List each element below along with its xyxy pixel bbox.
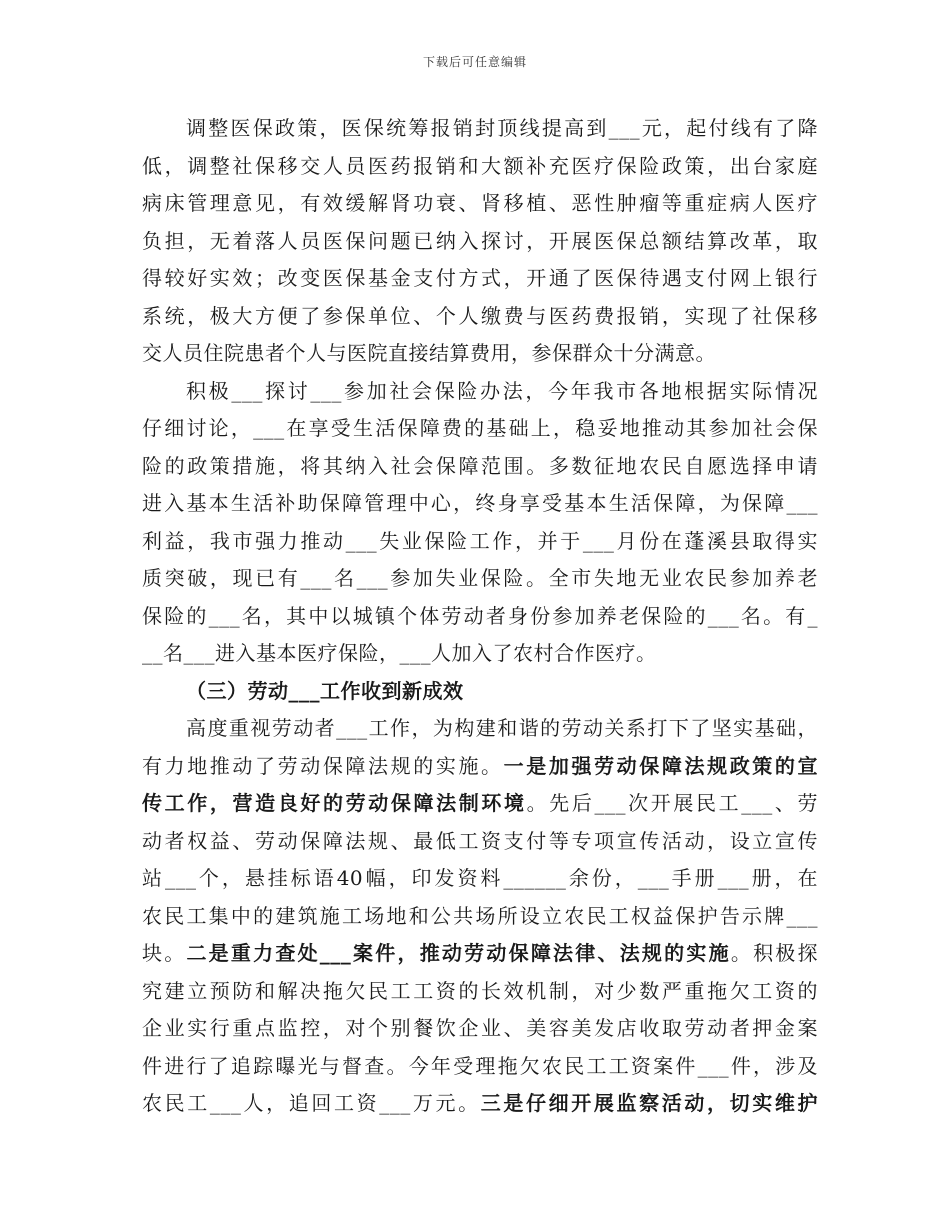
text-line: 动者权益、劳动保障法规、最低工资支付等专项宣传活动，设立宣传 — [142, 828, 818, 853]
text-line: 究建立预防和解决拖欠民工工资的长效机制，对少数严重拖欠工资的 — [142, 978, 818, 1003]
bold-emphasis: 三是仔细开展监察活动，切实维护 — [480, 1091, 818, 1115]
text-line: 传工作，营造良好的劳动保障法制环境。先后___次开展民工___、劳 — [142, 791, 818, 815]
bold-emphasis: 一是加强劳动保障法规政策的宣 — [503, 753, 818, 778]
text-line: 进入基本生活补助保障管理中心，终身享受基本生活保障，为保障___ — [142, 491, 818, 515]
text-line: 质突破，现已有___名___参加失业保险。全市失地无业农民参加养老 — [142, 566, 818, 590]
bold-emphasis: 二是重力查处___案件，推动劳动保障法律、法规的实施 — [186, 941, 731, 965]
page-header-note: 下载后可任意编辑 — [422, 55, 527, 69]
text-line: 病床管理意见，有效缓解肾功衰、肾移植、恶性肿瘤等重症病人医疗 — [142, 191, 818, 215]
text-line: 系统，极大方便了参保单位、个人缴费与医药费报销，实现了社保移 — [142, 303, 818, 328]
text-line: 低，调整社保移交人员医药报销和大额补充医疗保险政策，出台家庭 — [142, 153, 818, 178]
text-line: 企业实行重点监控，对个别餐饮企业、美容美发店收取劳动者押金案 — [142, 1016, 818, 1040]
document-body — [142, 110, 818, 1123]
text-line: __名___进入基本医疗保险，___人加入了农村合作医疗。 — [142, 641, 657, 665]
text-line: 站___个，悬挂标语40幅，印发资料______余份，___手册___册，在 — [142, 866, 818, 890]
section-heading: （三）劳动___工作收到新成效 — [186, 678, 464, 703]
text-line: 交人员住院患者个人与医院直接结算费用，参保群众十分满意。 — [142, 341, 716, 365]
text-line: 险的政策措施，将其纳入社会保障范围。多数征地农民自愿选择申请 — [142, 453, 818, 478]
text-line: 块。二是重力查处___案件，推动劳动保障法律、法规的实施。积极探 — [142, 941, 818, 965]
text-line: 调整医保政策，医保统筹报销封顶线提高到___元，起付线有了降 — [186, 116, 818, 140]
text-line: 得较好实效；改变医保基金支付方式，开通了医保待遇支付网上银行 — [142, 266, 818, 290]
text-line: 件进行了追踪曝光与督查。今年受理拖欠农民工工资案件___件，涉及 — [142, 1053, 818, 1078]
text-line: 仔细讨论，___在享受生活保障费的基础上，稳妥地推动其参加社会保 — [142, 416, 818, 440]
text-line: 有力地推动了劳动保障法规的实施。一是加强劳动保障法规政策的宣 — [142, 753, 818, 778]
text-line: 保险的___名，其中以城镇个体劳动者身份参加养老保险的___名。有_ — [142, 603, 818, 628]
text-line: 负担，无着落人员医保问题已纳入探讨，开展医保总额结算改革，取 — [142, 228, 818, 253]
text-line: 积极___探讨___参加社会保险办法，今年我市各地根据实际情况 — [186, 378, 818, 403]
text-line: 高度重视劳动者___工作，为构建和谐的劳动关系打下了坚实基础， — [186, 716, 818, 740]
text-line: 农民工___人，追回工资___万元。三是仔细开展监察活动，切实维护 — [142, 1091, 818, 1115]
text-line: 农民工集中的建筑施工场地和公共场所设立农民工权益保护告示牌___ — [142, 903, 818, 928]
bold-emphasis: 传工作，营造良好的劳动保障法制环境 — [142, 791, 527, 815]
text-line: 利益，我市强力推动___失业保险工作，并于___月份在蓬溪县取得实 — [142, 528, 818, 553]
